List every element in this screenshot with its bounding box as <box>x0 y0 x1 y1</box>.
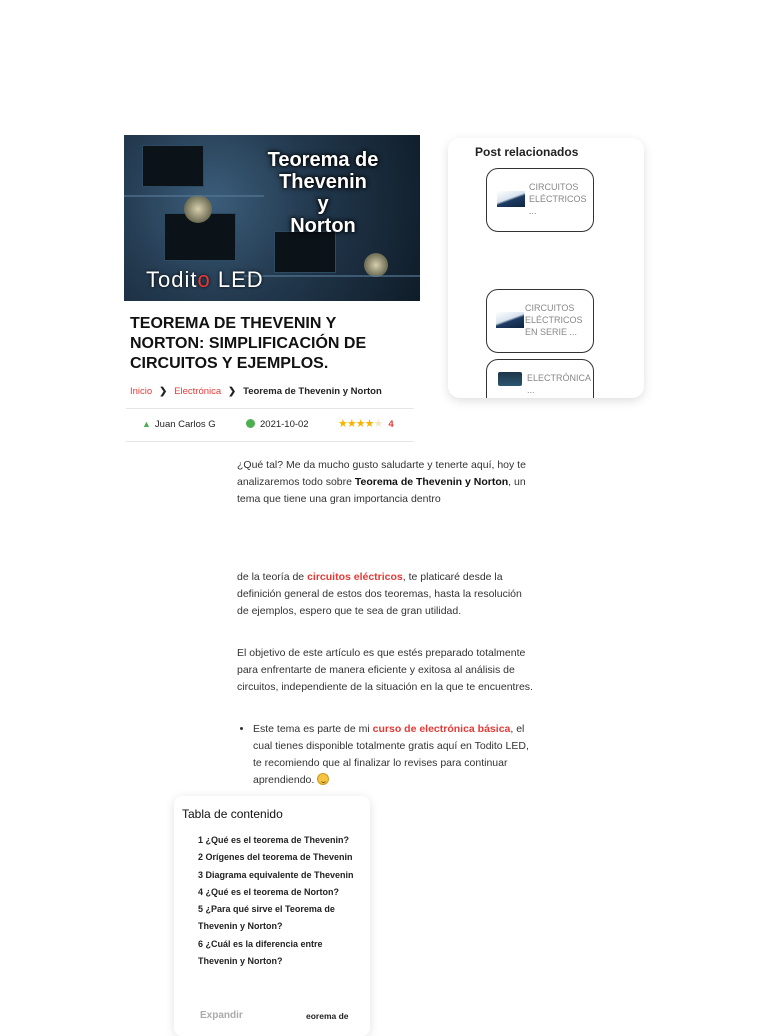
smile-emoji-icon <box>317 773 329 785</box>
circuit-thumbnail-icon <box>496 312 524 328</box>
toc-list <box>198 832 364 970</box>
article-bullet-list <box>237 721 533 789</box>
filled-stars: ★★★★ <box>338 418 374 430</box>
related-post-label: ELECTRÓNICA ... <box>527 373 591 395</box>
article-paragraph <box>237 645 533 696</box>
related-post-item[interactable] <box>486 359 594 398</box>
article-paragraph <box>237 569 533 620</box>
rating-count: 4 <box>388 419 394 430</box>
post-date <box>246 419 309 430</box>
author-name: Juan Carlos G <box>154 419 216 430</box>
chevron-right-icon: ❯ <box>228 386 237 397</box>
circuit-chip <box>142 145 204 187</box>
toc-item[interactable]: 6 ¿Cuál es la diferencia entre Thevenin y Norton? <box>198 938 323 967</box>
list-item <box>253 721 533 789</box>
circuit-chip <box>274 231 336 273</box>
breadcrumb <box>130 386 382 397</box>
toc-item[interactable]: 2 Orígenes del teorema de Thevenin <box>198 852 353 863</box>
breadcrumb-category-link[interactable]: Electrónica <box>174 386 222 397</box>
author[interactable] <box>142 419 216 430</box>
related-post-item[interactable] <box>486 289 594 353</box>
curso-electronica-link[interactable]: curso de electrónica básica <box>372 723 511 735</box>
user-icon: ▲ <box>142 419 151 429</box>
breadcrumb-current: Teorema de Thevenin y Norton <box>243 386 382 397</box>
circuit-trace <box>244 275 420 277</box>
related-post-item[interactable] <box>486 168 594 232</box>
star-rating[interactable] <box>338 417 394 430</box>
toc-item-partial: eorema de <box>306 1011 349 1021</box>
text-span: , te platicaré desde la definición general de estos dos teoremas, hasta la resolución de ejemplos, espero que te sea de gran utilidad. <box>237 571 522 617</box>
status-dot-icon <box>246 419 255 428</box>
star-icons <box>338 418 382 430</box>
hero-title: Teorema de Thevenin y Norton <box>267 149 379 237</box>
circuitos-electricos-link[interactable]: circuitos eléctricos <box>307 571 403 583</box>
text-span: de la teoría de <box>237 571 308 583</box>
chevron-right-icon: ❯ <box>159 386 168 397</box>
text-span: Este tema es parte de mi <box>253 723 373 735</box>
expand-button[interactable]: Expandir <box>200 1010 243 1021</box>
todito-led-logo: Todito LED <box>146 267 264 292</box>
date-text: 2021-10-02 <box>260 419 309 430</box>
text-span: , un tema que tiene una gran importancia dentro <box>237 476 526 505</box>
related-posts-heading: Post relacionados <box>475 145 579 159</box>
post-meta-bar <box>126 408 414 442</box>
toc-footer <box>174 1000 370 1036</box>
article-paragraph-intro <box>237 457 533 508</box>
breadcrumb-home-link[interactable]: Inicio <box>130 386 153 397</box>
paragraph-text: El objetivo de este artículo es que estés preparado totalmente para enfrentarte de manera eficiente y exitosa al análisis de circuitos, independiente de la situación en la que te encuentres. <box>237 647 533 693</box>
related-posts-card <box>448 138 644 398</box>
electronics-thumbnail-icon <box>498 372 522 386</box>
empty-star: ★ <box>373 418 383 430</box>
related-post-label: CIRCUITOS ELÉCTRICOS ... <box>529 182 587 216</box>
related-post-label: CIRCUITOS ELÉCTRICOS EN SERIE ... <box>525 303 583 337</box>
toc-item[interactable]: 4 ¿Qué es el teorema de Norton? <box>198 886 340 897</box>
capacitor <box>184 195 212 223</box>
circuit-trace <box>124 195 264 197</box>
toc-item[interactable]: 1 ¿Qué es el teorema de Thevenin? <box>198 835 350 845</box>
circuit-thumbnail-icon <box>497 191 525 207</box>
toc-heading: Tabla de contenido <box>182 807 283 821</box>
post-title: TEOREMA DE THEVENIN Y NORTON: SIMPLIFICACIÓN DE CIRCUITOS Y EJEMPLOS. <box>130 315 367 372</box>
capacitor <box>364 253 388 277</box>
toc-item[interactable]: 5 ¿Para qué sirve el Teorema de Thevenin y Norton? <box>198 904 335 932</box>
text-span: , el cual tienes disponible totalmente gratis aquí en Todito LED, te recomiendo que al finalizar lo revises para continuar aprendiendo. <box>253 723 529 786</box>
text-span: ¿Qué tal? Me da mucho gusto saludarte y tenerte aquí, hoy te analizaremos todo sobre <box>237 459 526 488</box>
toc-item[interactable]: 3 Diagrama equivalente de Thevenin <box>198 869 354 880</box>
table-of-contents <box>174 796 370 1036</box>
bold-text: Teorema de Thevenin y Norton <box>354 476 509 488</box>
hero-image <box>124 135 420 301</box>
